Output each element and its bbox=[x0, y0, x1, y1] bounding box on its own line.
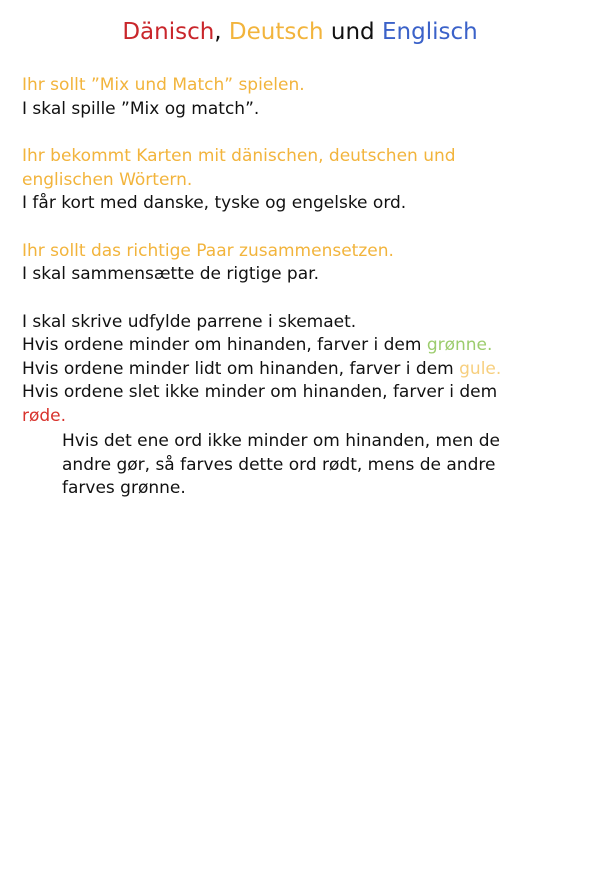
color-word-red: røde. bbox=[22, 405, 67, 426]
title-danish: Dänisch bbox=[122, 19, 215, 45]
indented-note bbox=[22, 430, 582, 501]
block1-german: Ihr sollt ”Mix und Match” spielen. bbox=[22, 75, 305, 95]
spacer bbox=[22, 287, 582, 311]
title-german: Deutsch bbox=[228, 19, 324, 45]
block2-danish: I får kort med danske, tyske og engelske ord. bbox=[22, 193, 407, 213]
instruction-text bbox=[22, 74, 582, 501]
color-word-yellow: gule. bbox=[459, 358, 502, 379]
title-und: und bbox=[323, 19, 382, 45]
page-title bbox=[0, 16, 600, 48]
block3-german: Ihr sollt das richtige Paar zusammensetzen. bbox=[22, 240, 394, 261]
note-line1: Hvis det ene ord ikke minder om hinanden, men de bbox=[62, 431, 501, 451]
note-line2: andre gør, så farves dette ord rødt, mens de andre bbox=[62, 454, 496, 475]
spacer bbox=[22, 216, 582, 240]
color-word-green: grønne. bbox=[426, 335, 493, 355]
instruction-line2 bbox=[22, 334, 582, 358]
instruction-line3 bbox=[22, 358, 582, 382]
instruction-line2-text: Hvis ordene minder om hinanden, farver i dem bbox=[22, 335, 427, 355]
title-comma: , bbox=[214, 19, 229, 45]
note-line3: farves grønne. bbox=[62, 478, 186, 498]
block3-danish: I skal sammensætte de rigtige par. bbox=[22, 264, 319, 284]
instruction-line3-text: Hvis ordene minder lidt om hinanden, farver i dem bbox=[22, 358, 460, 379]
instruction-line1: I skal skrive udfylde parrene i skemaet. bbox=[22, 311, 357, 332]
title-english: Englisch bbox=[381, 19, 478, 45]
block2-german-line1: Ihr bekommt Karten mit dänischen, deutschen und bbox=[22, 146, 456, 166]
spacer bbox=[22, 121, 582, 145]
block1-danish: I skal spille ”Mix og match”. bbox=[22, 98, 260, 119]
block2-german-line2: englischen Wörtern. bbox=[22, 169, 193, 190]
instruction-line4: Hvis ordene slet ikke minder om hinanden, farver i dem bbox=[22, 382, 498, 402]
